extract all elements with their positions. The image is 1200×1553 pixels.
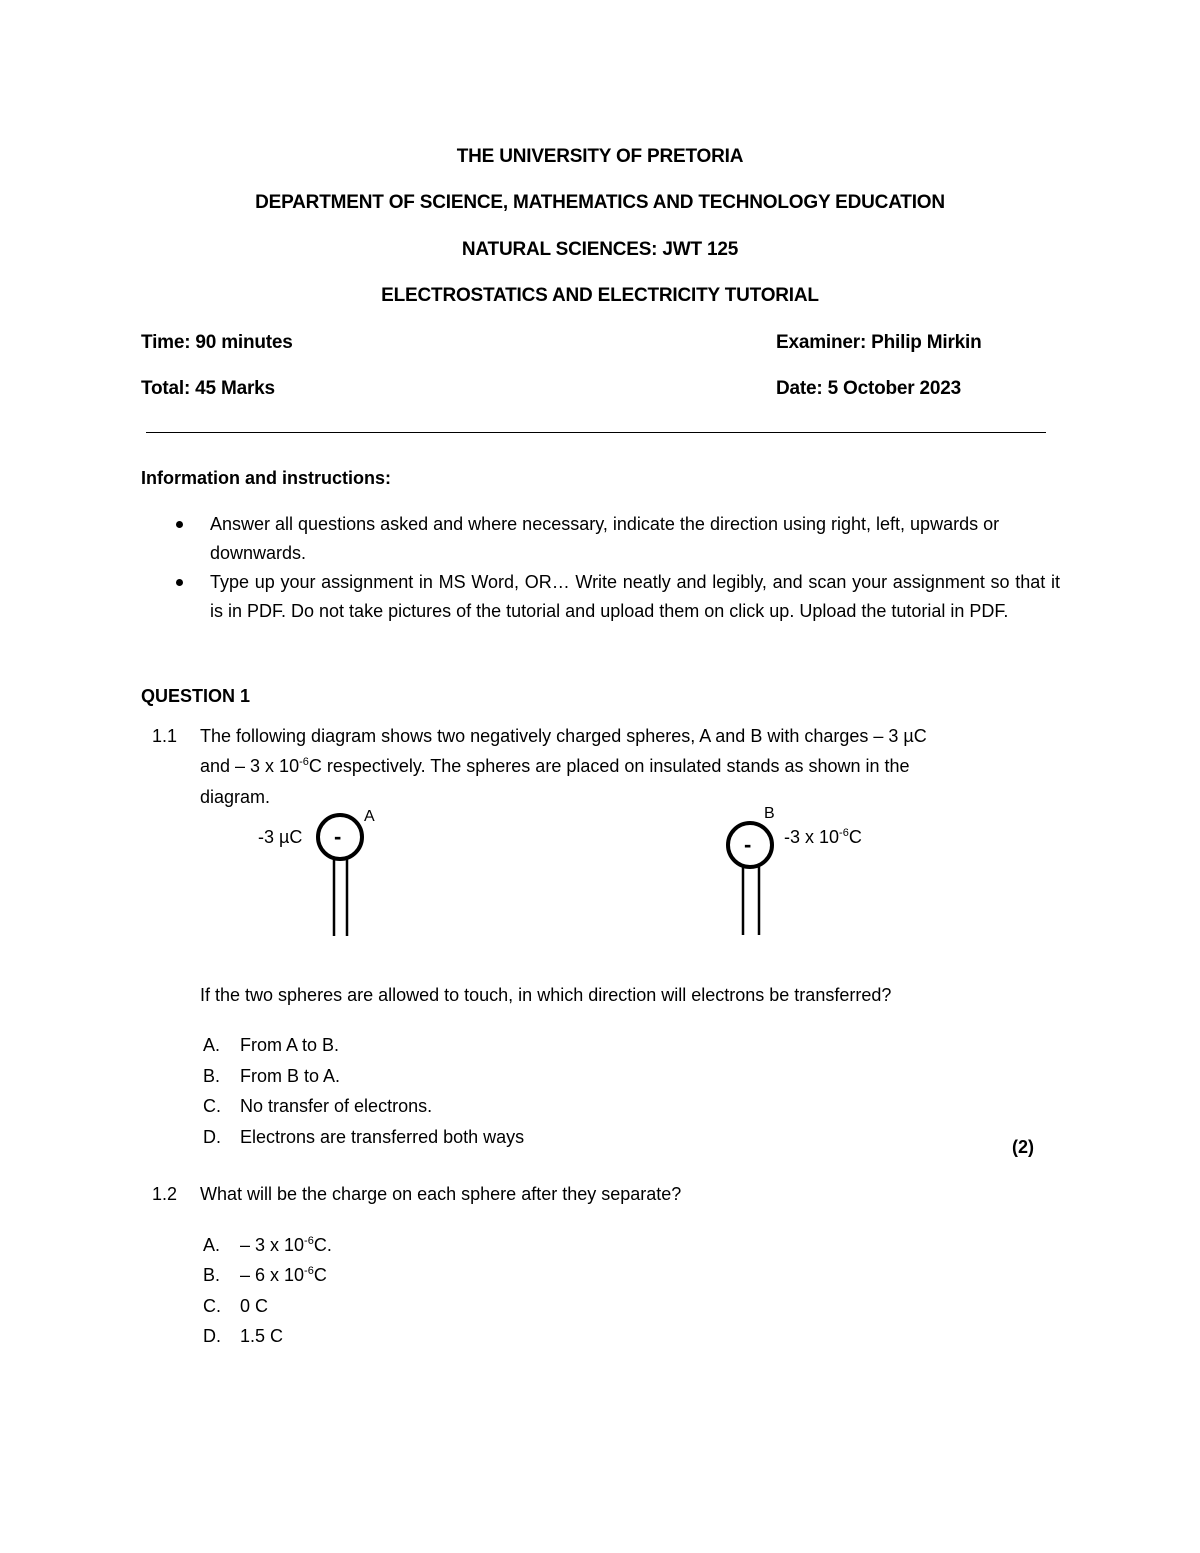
option-letter: C. bbox=[203, 1296, 221, 1316]
option-letter: D. bbox=[203, 1326, 221, 1346]
sphere-a-sign: - bbox=[334, 824, 342, 849]
instruction-item: Answer all questions asked and where necessary, indicate the direction using right, left, upwards or downwards. bbox=[210, 514, 1000, 563]
examiner-info: Examiner: Philip Mirkin bbox=[776, 332, 982, 353]
question-prompt: If the two spheres are allowed to touch, in which direction will electrons be transferred? bbox=[200, 985, 892, 1005]
time-info: Time: 90 minutes bbox=[141, 332, 293, 353]
department-title: DEPARTMENT OF SCIENCE, MATHEMATICS AND TECHNOLOGY EDUCATION bbox=[255, 192, 945, 213]
question-text-line: diagram. bbox=[200, 787, 271, 807]
option-letter: C. bbox=[203, 1096, 221, 1116]
sphere-b-label: B bbox=[764, 805, 775, 822]
tutorial-title: ELECTROSTATICS AND ELECTRICITY TUTORIAL bbox=[381, 285, 819, 306]
question-1-heading: QUESTION 1 bbox=[141, 686, 251, 706]
question-number: 1.2 bbox=[152, 1184, 178, 1204]
option-text: From A to B. bbox=[240, 1035, 340, 1055]
question-text-line: The following diagram shows two negatively charged spheres, A and B with charges – 3 µC bbox=[200, 726, 927, 746]
course-title: NATURAL SCIENCES: JWT 125 bbox=[461, 239, 739, 260]
instructions-heading: Information and instructions: bbox=[141, 468, 391, 488]
option-text: – 3 x $10^{-6}C$. bbox=[240, 1235, 332, 1255]
option-text: From B to A. bbox=[240, 1066, 341, 1086]
option-letter: A. bbox=[203, 1035, 221, 1055]
sphere-b-charge: -3 x $10^{-6}C$ bbox=[784, 827, 862, 847]
option-letter: A. bbox=[203, 1235, 221, 1255]
option-text: – 6 x $10^{-6}C$ bbox=[240, 1265, 327, 1285]
university-title: THE UNIVERSITY OF PRETORIA bbox=[456, 146, 744, 167]
question-number: 1.1 bbox=[152, 726, 178, 746]
question-prompt: What will be the charge on each sphere after they separate? bbox=[200, 1184, 682, 1204]
option-text: Electrons are transferred both ways bbox=[240, 1127, 525, 1147]
sphere-a-label: A bbox=[364, 808, 375, 825]
option-letter: D. bbox=[203, 1127, 221, 1147]
option-text: No transfer of electrons. bbox=[240, 1096, 433, 1116]
option-letter: B. bbox=[203, 1066, 221, 1086]
date-info: Date: 5 October 2023 bbox=[776, 378, 962, 399]
sphere-a-charge: -3 µC bbox=[258, 827, 303, 847]
question-text-line: and – 3 x $10^{-6}C$ respectively. The spheres are placed on insulated stands as shown in the bbox=[200, 756, 910, 776]
option-text: 0 C bbox=[240, 1296, 269, 1316]
option-text: 1.5 C bbox=[240, 1326, 284, 1346]
total-info: Total: 45 Marks bbox=[141, 378, 275, 399]
option-letter: B. bbox=[203, 1265, 221, 1285]
sphere-b-sign: - bbox=[744, 832, 752, 857]
marks-label: (2) bbox=[1012, 1137, 1034, 1157]
instruction-item: Type up your assignment in MS Word, OR… Write neatly and legibly, and scan your assignment so that it is in PDF. Do not take pictures of the tutorial and upload them on click up. Upload the tutorial in PDF. bbox=[210, 572, 1060, 621]
